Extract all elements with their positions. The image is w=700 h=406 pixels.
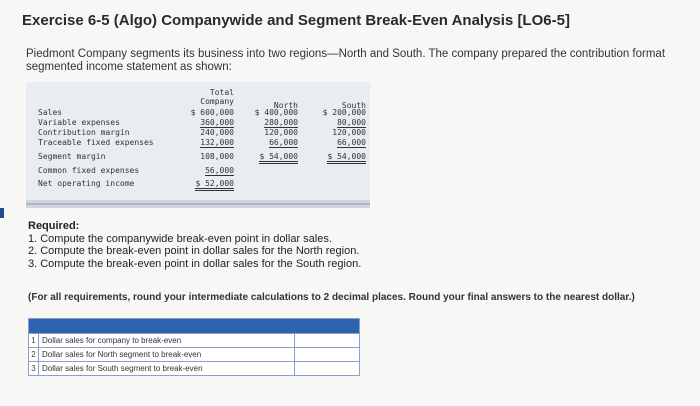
row-label-sales: Sales (38, 108, 63, 117)
answer-input-company[interactable] (295, 334, 359, 347)
intro-text: Piedmont Company segments its business into two regions—North and South. The company prepared the contribution format segmented income statement as shown: (26, 48, 666, 73)
row-label-variable: Variable expenses (38, 118, 120, 127)
net-total: $ 52,000 (195, 179, 234, 191)
segment-north: $ 54,000 (259, 152, 298, 164)
contribution-north: 120,000 (264, 128, 298, 137)
answer-table-header (29, 319, 359, 333)
page-title: Exercise 6-5 (Algo) Companywide and Segment Break-Even Analysis [LO6-5] (22, 12, 570, 29)
required-section (28, 220, 668, 270)
rounding-instruction: (For all requirements, round your intermediate calculations to 2 decimal places. Round your final answers to the nearest dollar.) (28, 292, 635, 303)
header-south: South (341, 101, 366, 110)
answer-input-north[interactable] (295, 348, 359, 361)
contribution-south: 120,000 (332, 128, 366, 137)
statement-divider (26, 200, 370, 208)
answer-row-number: 3 (29, 362, 39, 375)
traceable-south: 66,000 (337, 138, 366, 147)
segment-total: 108,000 (200, 152, 234, 161)
answer-row (29, 361, 359, 375)
answer-input-south[interactable] (295, 362, 359, 375)
answer-row-label: Dollar sales for North segment to break-even (39, 348, 295, 361)
traceable-total: 132,000 (200, 138, 234, 147)
variable-south: 80,000 (337, 118, 366, 127)
row-label-traceable: Traceable fixed expenses (38, 138, 154, 147)
traceable-north: 66,000 (269, 138, 298, 147)
answer-row-label: Dollar sales for company to break-even (39, 334, 295, 347)
header-total-1: Total (209, 88, 234, 97)
required-item-3: 3. Compute the break-even point in dollar sales for the South region. (28, 257, 362, 270)
header-north: North (273, 101, 298, 110)
variable-north: 280,000 (264, 118, 298, 127)
sales-north: $ 400,000 (254, 108, 298, 117)
row-label-contribution: Contribution margin (38, 128, 130, 137)
required-item-2: 2. Compute the break-even point in dollar sales for the North region. (28, 245, 360, 258)
segment-south: $ 54,000 (327, 152, 366, 164)
row-label-common: Common fixed expenses (38, 166, 140, 175)
answer-row-label: Dollar sales for South segment to break-even (39, 362, 295, 375)
answer-row (29, 333, 359, 347)
sales-south: $ 200,000 (322, 108, 366, 117)
answer-row-number: 1 (29, 334, 39, 347)
income-statement (26, 82, 370, 200)
variable-total: 360,000 (200, 118, 234, 127)
left-edge-marker (0, 208, 4, 218)
required-item-1: 1. Compute the companywide break-even point in dollar sales. (28, 232, 332, 245)
header-total-2: Company (200, 97, 234, 106)
common-total: 56,000 (205, 166, 234, 175)
answer-row (29, 347, 359, 361)
row-label-segment: Segment margin (38, 152, 106, 161)
sales-total: $ 600,000 (190, 108, 234, 117)
required-heading: Required: (28, 220, 80, 232)
row-label-net: Net operating income (38, 179, 135, 188)
answer-row-number: 2 (29, 348, 39, 361)
contribution-total: 240,000 (200, 128, 234, 137)
answer-table (28, 318, 360, 376)
